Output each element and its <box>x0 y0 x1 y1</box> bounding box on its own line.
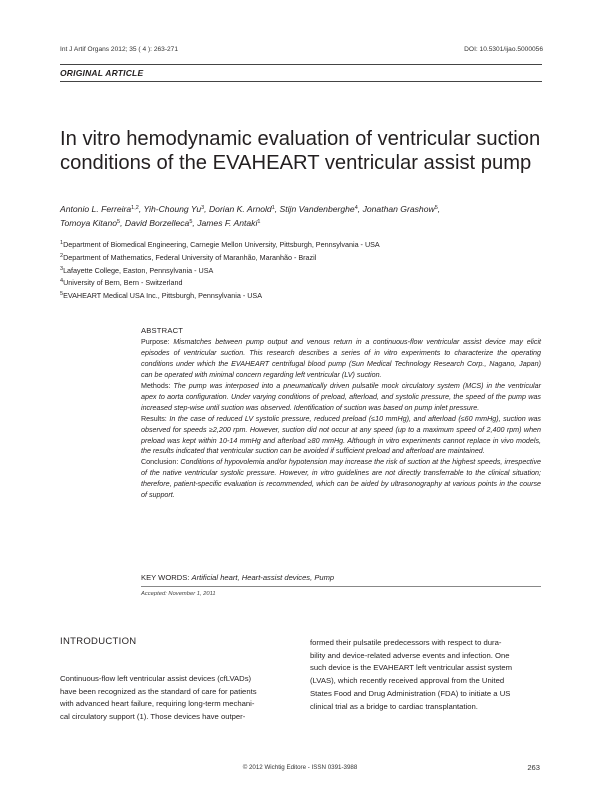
header-rule <box>60 64 542 65</box>
abstract-conclusion: Conclusion: Conditions of hypovolemia and/or hypotension may increase the risk of suction at the highest speeds, irrespective of the native ventricular systolic pressure. However, in vitro guidelines are not directly transferrable to the clinical situation; therefore, patient-specific evaluation is recommended, which can be aided by ultrasonography at various points in the course of support. <box>141 458 541 500</box>
accepted-date: Accepted: November 1, 2011 <box>141 591 216 597</box>
abstract-results: Results: In the case of reduced LV systolic pressure, reduced preload (≤10 mmHg), and afterload (≤60 mmHg), suction was observed for speeds ≥2,200 rpm. However, suction did not occur at any speed (up to a maximum speed of 2,400 rpm) when preload was kept within 10-14 mmHg and afterload ≥80 mmHg. Although in vitro experiments cannot replace in vivo models, the results indicated that ventricular suction can be avoided if sufficient preload and afterload are maintained. <box>141 414 541 456</box>
abstract-heading: ABSTRACT <box>141 326 184 335</box>
abstract-methods: Methods: The pump was interposed into a pneumatically driven pulsatile mock circulatory system (MCS) in the ventricular apex to aorta configuration. Under varying conditions of preload, afterload, and systolic pressure, the speed of the pump was increased step-wise until suction was observed. Identification of suction was based on pump inlet pressure. <box>141 381 541 412</box>
text-line: have been recognized as the standard of care for patients <box>60 686 257 696</box>
keywords-value: Artificial heart, Heart-assist devices, Pump <box>191 573 335 582</box>
text-line: such device is the EVAHEART left ventricular assist system <box>310 663 513 673</box>
text-line: cal circulatory support (1). Those devices have outper- <box>60 711 246 721</box>
affiliation: $^1$Department of Biomedical Engineering, Carnegie Mellon University, Pittsburgh, Pennsylvania - USA <box>60 240 380 249</box>
author: Dorian K. Arnold$^1$ <box>208 204 275 214</box>
section-rule <box>60 81 542 82</box>
author: David Borzelleca$^5$ <box>124 218 193 229</box>
article-title: In vitro hemodynamic evaluation of ventricular suction conditions of the EVAHEART ventricular assist pump <box>60 128 541 174</box>
affiliation: $^5$EVAHEART Medical USA Inc., Pittsburgh, Pennsylvania - USA <box>60 291 263 301</box>
text-line: (LVAS), which recently received approval from the United <box>310 676 505 686</box>
abstract <box>141 326 541 501</box>
text-line: bility and device-related adverse events and infection. One <box>310 650 510 660</box>
keywords <box>141 573 541 582</box>
affiliation: $^4$University of Bern, Bern - Switzerland <box>60 278 183 288</box>
text-line: Continuous-flow left ventricular assist devices (cfLVADs) <box>60 674 252 683</box>
introduction-heading: INTRODUCTION <box>60 636 137 647</box>
affiliation-list <box>60 238 540 302</box>
body-column-left <box>60 673 289 723</box>
journal-citation: Int J Artif Organs 2012; 35 ( 4 ): 263-271 <box>60 46 179 53</box>
author: Stijn Vandenberghe$^4$ <box>279 204 358 214</box>
author: Jonathan Grashow$^5$ <box>362 204 438 214</box>
text-line: with advanced heart failure, requiring long-term mechani- <box>60 699 255 708</box>
affiliation: $^2$Department of Mathematics, Federal University of Maranhão, Maranhão - Brazil <box>60 252 317 262</box>
text-line: States Food and Drug Administration (FDA) to initiate a US <box>310 688 511 698</box>
abstract-purpose: Purpose: Mismatches between pump output and venous return in a continuous-flow ventricular assist device may elicit episodes of ventricular suction. This research describes a series of in vitro experiments to characterize the operating conditions under which the EVAHEART centrifugal blood pump (Sun Medical Technology Research Corp., Nagano, Japan) can be operated with minimal concern regarding left ventricular (LV) suction. <box>141 337 542 379</box>
author: James F. Antaki$^1$ <box>197 218 261 229</box>
author-list: Antonio L. Ferreira$^{1,2}$, Yih-Choung Yu$^3$, Dorian K. Arnold$^1$, Stijn Vandenberghe$^4$, Jonathan Grashow$^5$, Tomoya Kitano$^5$, David Borzelleca$^5$, James F. Antaki$^1$ <box>60 204 441 229</box>
keywords-rule <box>141 586 541 587</box>
body-column-right <box>310 637 542 713</box>
doi: DOI: 10.5301/ijao.5000056 <box>464 46 543 53</box>
keywords-label: KEY WORDS: <box>141 573 190 582</box>
affiliation: $^3$Lafayette College, Easton, Pennsylvania - USA <box>60 265 214 275</box>
author: Yih-Choung Yu$^3$ <box>143 204 205 214</box>
author: Tomoya Kitano$^5$ <box>60 218 121 229</box>
page-number: 263 <box>527 763 540 772</box>
text-line: clinical trial as a bridge to cardiac transplantation. <box>310 701 478 711</box>
text-line: formed their pulsatile predecessors with respect to dura- <box>310 638 502 647</box>
section-label: ORIGINAL ARTICLE <box>60 68 144 78</box>
author: Antonio L. Ferreira$^{1,2}$ <box>60 204 139 214</box>
footer-copyright: © 2012 Wichtig Editore - ISSN 0391-3988 <box>242 764 358 771</box>
